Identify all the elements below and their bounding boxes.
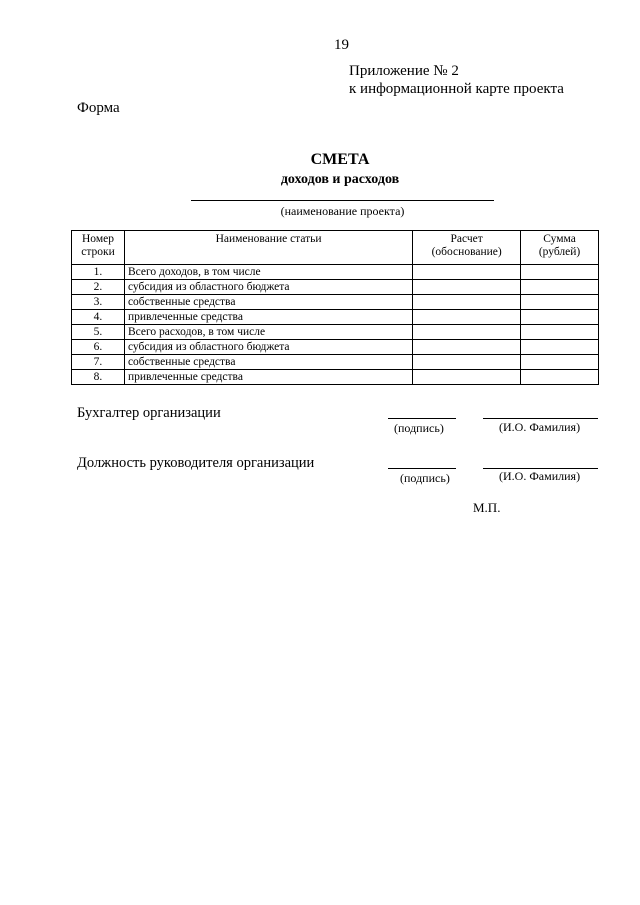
row-sum-cell[interactable]	[521, 370, 599, 385]
row-calc-cell[interactable]	[413, 310, 521, 325]
row-item: Всего расходов, в том числе	[124, 325, 412, 340]
row-number: 1.	[72, 265, 125, 280]
row-number: 5.	[72, 325, 125, 340]
row-calc-cell[interactable]	[413, 340, 521, 355]
row-item: Всего доходов, в том числе	[124, 265, 412, 280]
header-item-name: Наименование статьи	[124, 231, 412, 265]
table-header-row	[72, 231, 599, 265]
row-number: 4.	[72, 310, 125, 325]
appendix-line-1: Приложение № 2	[349, 63, 459, 79]
table-row	[72, 310, 599, 325]
row-number: 7.	[72, 355, 125, 370]
header-calculation-line1: Расчет	[450, 233, 483, 245]
header-row-number-line2: строки	[81, 246, 115, 258]
row-sum-cell[interactable]	[521, 265, 599, 280]
stamp-place-label: М.П.	[473, 500, 501, 515]
table-row	[72, 340, 599, 355]
row-item: собственные средства	[124, 355, 412, 370]
row-sum-cell[interactable]	[521, 310, 599, 325]
document-title: СМЕТА	[310, 151, 370, 168]
row-calc-cell[interactable]	[413, 265, 521, 280]
page-number: 19	[334, 37, 349, 53]
director-signature-caption: (подпись)	[400, 471, 450, 485]
row-item: привлеченные средства	[124, 370, 412, 385]
table-row	[72, 355, 599, 370]
row-number: 8.	[72, 370, 125, 385]
table-row	[72, 265, 599, 280]
header-sum-line2: (рублей)	[538, 246, 581, 258]
budget-table	[71, 230, 599, 385]
project-name-line	[191, 200, 494, 201]
row-item: субсидия из областного бюджета	[124, 280, 412, 295]
row-calc-cell[interactable]	[413, 325, 521, 340]
row-calc-cell[interactable]	[413, 295, 521, 310]
document-subtitle: доходов и расходов	[280, 172, 400, 187]
row-calc-cell[interactable]	[413, 370, 521, 385]
row-number: 6.	[72, 340, 125, 355]
accountant-label: Бухгалтер организации	[77, 405, 221, 421]
row-item: собственные средства	[124, 295, 412, 310]
form-label: Форма	[77, 100, 120, 116]
header-calculation-line2: (обоснование)	[431, 246, 502, 258]
table-row	[72, 325, 599, 340]
director-signature-line[interactable]	[388, 468, 456, 469]
table-row	[72, 280, 599, 295]
row-item: привлеченные средства	[124, 310, 412, 325]
row-number: 3.	[72, 295, 125, 310]
accountant-name-line[interactable]	[483, 418, 598, 419]
row-number: 2.	[72, 280, 125, 295]
header-calculation	[413, 231, 521, 265]
row-calc-cell[interactable]	[413, 355, 521, 370]
row-sum-cell[interactable]	[521, 295, 599, 310]
row-sum-cell[interactable]	[521, 280, 599, 295]
table-row	[72, 295, 599, 310]
accountant-signature-caption: (подпись)	[394, 421, 444, 435]
header-sum	[521, 231, 599, 265]
accountant-name-caption: (И.О. Фамилия)	[499, 420, 581, 434]
director-name-caption: (И.О. Фамилия)	[499, 469, 581, 483]
header-row-number	[72, 231, 125, 265]
header-sum-line1: Сумма	[543, 233, 576, 245]
table-row	[72, 370, 599, 385]
accountant-signature-line[interactable]	[388, 418, 456, 419]
row-calc-cell[interactable]	[413, 280, 521, 295]
appendix-line-2: к информационной карте проекта	[349, 81, 564, 97]
row-sum-cell[interactable]	[521, 325, 599, 340]
director-label: Должность руководителя организации	[77, 455, 315, 471]
row-item: субсидия из областного бюджета	[124, 340, 412, 355]
header-row-number-line1: Номер	[81, 233, 114, 245]
row-sum-cell[interactable]	[521, 340, 599, 355]
row-sum-cell[interactable]	[521, 355, 599, 370]
project-name-caption: (наименование проекта)	[280, 204, 405, 218]
